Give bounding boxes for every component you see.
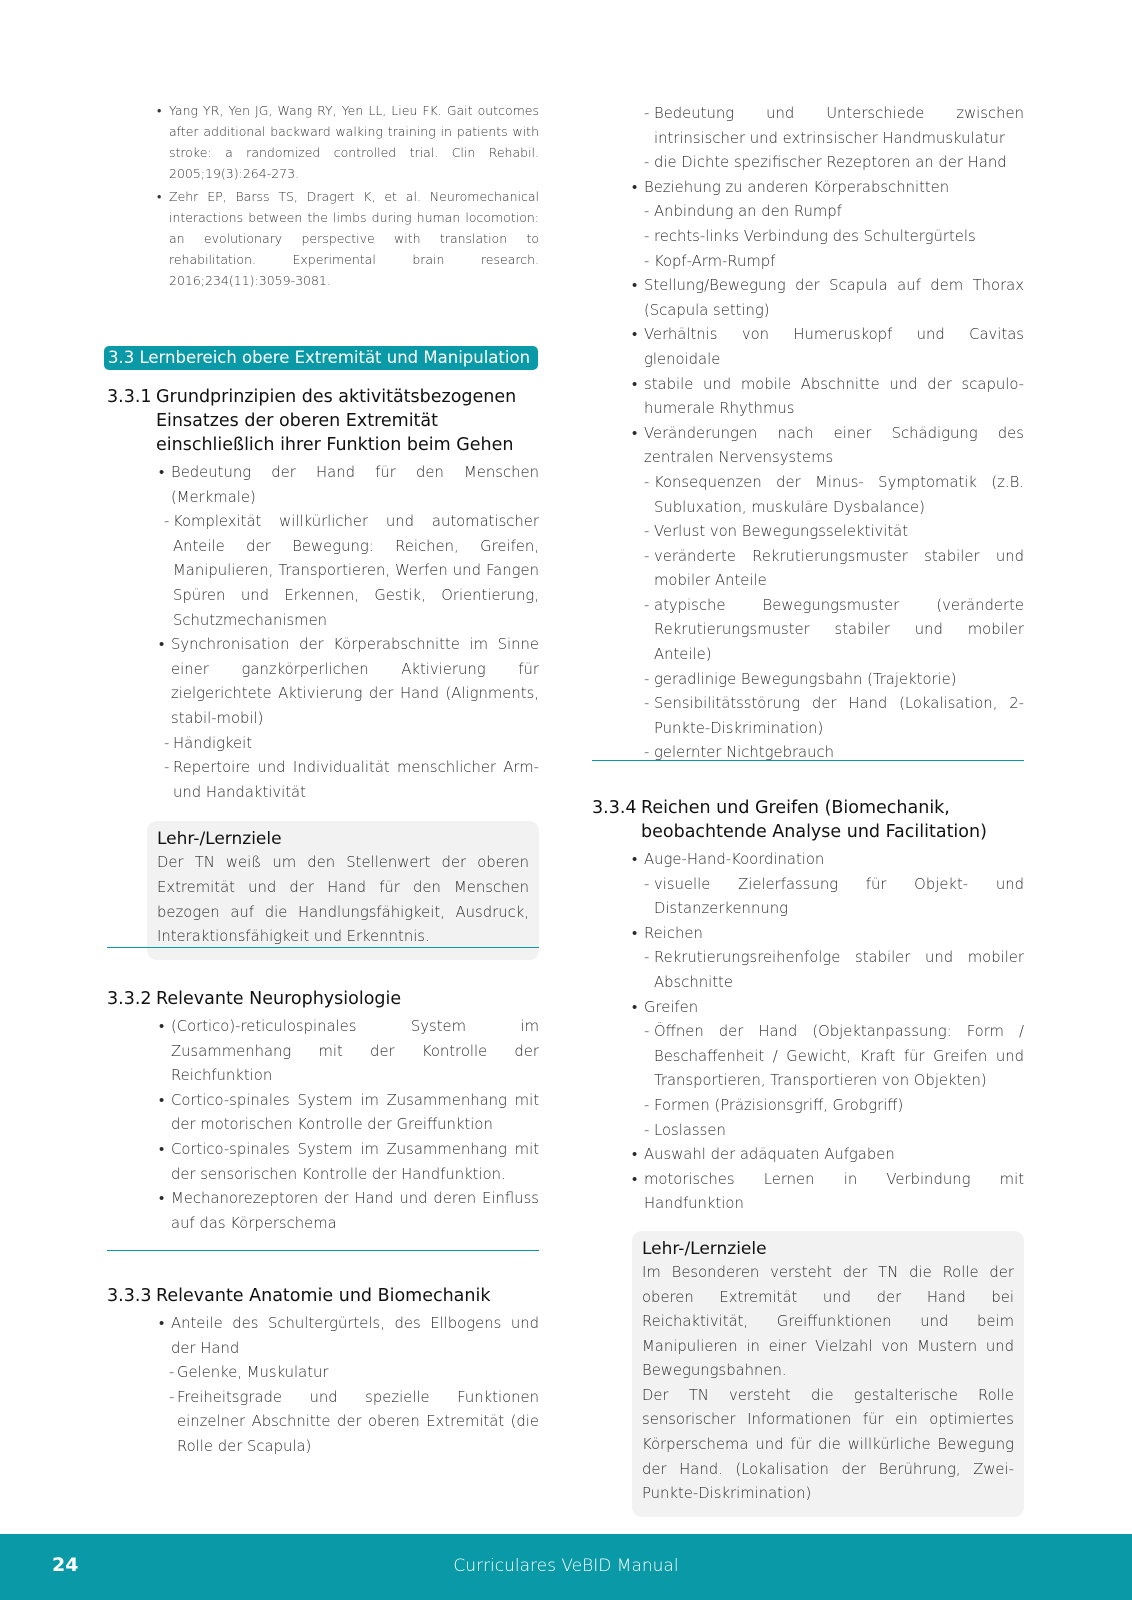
- list-item: • Anteile des Schultergürtels, des Ellbogens und der Hand: [107, 1312, 539, 1361]
- section-332: [107, 987, 539, 1236]
- list-item: • Beziehung zu anderen Körperabschnitten: [592, 176, 1024, 201]
- reference-item: • Zehr EP, Barss TS, Dragert K, et al. Neuromechanical interactions between the limbs during human locomotion: an evolutionary perspective with translation to rehabilitation. Experimental brain research. 2016;234(11):3059-3081.: [157, 186, 539, 291]
- subsection-number: 3.3.1: [107, 387, 152, 407]
- list-item: • Auswahl der adäquaten Aufgaben: [592, 1143, 1024, 1168]
- list-item: • Bedeutung der Hand für den Menschen (Merkmale): [107, 461, 539, 510]
- topic-list: [107, 1312, 539, 1460]
- list-item: - Repertoire und Individualität menschlicher Arm- und Handaktivität: [107, 756, 539, 805]
- learning-goals-text: Der TN weiß um den Stellenwert der oberen Extremität und der Hand für den Menschen bezogen auf die Handlungsfähigkeit, Ausdruck, Interaktionsfähigkeit und Erkenntnis.: [157, 854, 529, 946]
- list-item: - Freiheitsgrade und spezielle Funktionen einzelner Abschnitte der oberen Extremität (die Rolle der Scapula): [107, 1386, 539, 1460]
- list-item: • Greifen: [592, 996, 1024, 1021]
- subsection-heading: [107, 385, 539, 457]
- list-item: - visuelle Zielerfassung für Objekt- und Distanzerkennung: [592, 873, 1024, 922]
- subsection-number: 3.3.3: [107, 1286, 152, 1306]
- list-item: • motorisches Lernen in Verbindung mit Handfunktion: [592, 1168, 1024, 1217]
- subsection-title: Reichen und Greifen (Biomechanik, beobachtende Analyse und Facilitation): [641, 798, 987, 842]
- subsection-title: Grundprinzipien des aktivitätsbezogenen Einsatzes der oberen Extremität einschließlich ihrer Funktion beim Gehen: [156, 387, 517, 455]
- subsection-heading: [107, 1284, 539, 1308]
- learning-goals-title: Lehr-/Lernziele: [157, 829, 282, 850]
- list-item: • Stellung/Bewegung der Scapula auf dem Thorax (Scapula setting): [592, 274, 1024, 323]
- list-item: - Bedeutung und Unterschiede zwischen intrinsischer und extrinsischer Handmuskulatur: [592, 102, 1024, 151]
- footer-title: Curriculares VeBID Manual: [453, 1556, 679, 1576]
- list-item: • Cortico-spinales System im Zusammenhang mit der motorischen Kontrolle der Greiffunktion: [107, 1089, 539, 1138]
- list-item: - geradlinige Bewegungsbahn (Trajektorie): [592, 668, 1024, 693]
- topic-list: [107, 1015, 539, 1236]
- learning-goals-box: [147, 821, 539, 959]
- learning-goals-title: Lehr-/Lernziele: [642, 1238, 767, 1259]
- list-item: • Veränderungen nach einer Schädigung des zentralen Nervensystems: [592, 422, 1024, 471]
- subsection-heading: [107, 987, 539, 1011]
- list-item: • stabile und mobile Abschnitte und der scapulo-humerale Rhythmus: [592, 373, 1024, 422]
- section-333: [107, 1284, 539, 1460]
- list-item: • Mechanorezeptoren der Hand und deren Einfluss auf das Körperschema: [107, 1187, 539, 1236]
- subsection-title: Relevante Anatomie und Biomechanik: [156, 1286, 491, 1306]
- list-item: - Gelenke, Muskulatur: [107, 1361, 539, 1386]
- list-item: • Reichen: [592, 922, 1024, 947]
- reference-item: • Yang YR, Yen JG, Wang RY, Yen LL, Lieu FK. Gait outcomes after additional backward walking training in patients with stroke: a randomized controlled trial. Clin Rehabil. 2005;19(3):264-273.: [157, 100, 539, 184]
- section-divider: [107, 1250, 539, 1251]
- list-item: • Synchronisation der Körperabschnitte im Sinne einer ganzkörperlichen Aktivierung für zielgerichtete Aktivierung der Hand (Alignments, stabil-mobil): [107, 633, 539, 731]
- list-item: - Sensibilitätsstörung der Hand (Lokalisation, 2-Punkte-Diskrimination): [592, 692, 1024, 741]
- section-333-continued: [592, 102, 1024, 766]
- page-number: 24: [52, 1554, 79, 1576]
- list-item: - Händigkeit: [107, 732, 539, 757]
- list-item: • Auge-Hand-Koordination: [592, 848, 1024, 873]
- list-item: - atypische Bewegungsmuster (veränderte Rekrutierungsmuster stabiler und mobiler Anteile): [592, 594, 1024, 668]
- subsection-title: Relevante Neurophysiologie: [156, 989, 402, 1009]
- list-item: - veränderte Rekrutierungsmuster stabiler und mobiler Anteile: [592, 545, 1024, 594]
- list-item: • Verhältnis von Humeruskopf und Cavitas glenoidale: [592, 323, 1024, 372]
- subsection-number: 3.3.4: [592, 798, 637, 818]
- topic-list: [592, 848, 1024, 1217]
- topic-list: [107, 461, 539, 805]
- list-item: - Rekrutierungsreihenfolge stabiler und mobiler Abschnitte: [592, 946, 1024, 995]
- list-item: - Kopf-Arm-Rumpf: [592, 250, 1024, 275]
- list-item: - gelernter Nichtgebrauch: [592, 741, 1024, 766]
- list-item: - die Dichte spezifischer Rezeptoren an der Hand: [592, 151, 1024, 176]
- section-331: [107, 385, 539, 960]
- list-item: - Verlust von Bewegungsselektivität: [592, 520, 1024, 545]
- learning-goals-box: [632, 1231, 1024, 1517]
- list-item: • (Cortico)-reticulospinales System im Zusammenhang mit der Kontrolle der Reichfunktion: [107, 1015, 539, 1089]
- list-item: - Loslassen: [592, 1119, 1024, 1144]
- page-footer: [0, 1534, 1132, 1600]
- section-334: [592, 796, 1024, 1517]
- list-item: - Öffnen der Hand (Objektanpassung: Form / Beschaffenheit / Gewicht, Kraft für Greifen und Transportieren, Transportieren von Objekten): [592, 1020, 1024, 1094]
- list-item: - Komplexität willkürlicher und automatischer Anteile der Bewegung: Reichen, Greifen, Manipulieren, Transportieren, Werfen und Fangen Spüren und Erkennen, Gestik, Orientierung, Schutzmechanismen: [107, 510, 539, 633]
- learning-goals-text: Der TN versteht die gestalterische Rolle sensorischer Informationen für ein optimiertes Körperschema und für die willkürliche Bewegung der Hand. (Lokalisation der Berührung, Zwei-Punkte-Diskrimination): [642, 1386, 1014, 1503]
- subsection-number: 3.3.2: [107, 989, 152, 1009]
- section-divider: [107, 947, 539, 948]
- list-item: • Cortico-spinales System im Zusammenhang mit der sensorischen Kontrolle der Handfunktion.: [107, 1138, 539, 1187]
- section-title: 3.3 Lernbereich obere Extremität und Manipulation: [104, 346, 538, 370]
- list-item: - Anbindung an den Rumpf: [592, 200, 1024, 225]
- subsection-heading: [592, 796, 1024, 844]
- list-item: - Konsequenzen der Minus- Symptomatik (z.B. Subluxation, muskuläre Dysbalance): [592, 471, 1024, 520]
- left-column: [107, 100, 539, 293]
- list-item: - rechts-links Verbindung des Schultergürtels: [592, 225, 1024, 250]
- learning-goals-text: Im Besonderen versteht der TN die Rolle der oberen Extremität und der Hand bei Reichaktivität, Greiffunktionen und beim Manipulieren in einer Vielzahl von Mustern und Bewegungsbahnen.: [642, 1263, 1014, 1380]
- topic-list: [592, 102, 1024, 766]
- section-divider: [592, 760, 1024, 761]
- reference-list: [157, 100, 539, 291]
- list-item: - Formen (Präzisionsgriff, Grobgriff): [592, 1094, 1024, 1119]
